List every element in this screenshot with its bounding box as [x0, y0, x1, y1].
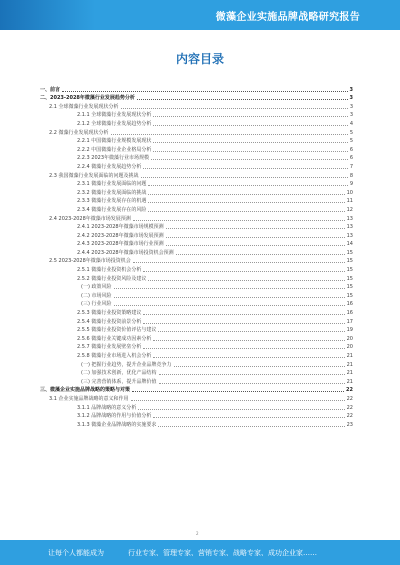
toc-entry-page: 3: [349, 95, 353, 102]
toc-entry-title: 2.2.3 2023年微藻行业市场规模: [77, 155, 150, 162]
toc-entry[interactable]: [40, 376, 353, 385]
toc-entry[interactable]: [40, 84, 353, 93]
toc-entry-page: 6: [349, 155, 353, 162]
toc-entry-page: 6: [349, 146, 353, 153]
toc-entry[interactable]: [40, 282, 353, 291]
toc-dot-leader: [138, 409, 344, 410]
toc-dot-leader: [151, 159, 348, 160]
toc-entry-title: 2.4.2 2023-2028年微藻市场发展预测: [77, 232, 164, 239]
toc-entry-page: 21: [346, 370, 353, 377]
toc-entry-page: 5: [349, 138, 353, 145]
toc-entry-page: 21: [346, 361, 353, 368]
toc-entry-title: 2.5.3 微藻行业投资策略建议: [77, 310, 142, 317]
toc-entry-title: 2.1 全球微藻行业发展现状分析: [49, 103, 119, 110]
toc-entry[interactable]: [40, 411, 353, 420]
toc-entry[interactable]: [40, 179, 353, 188]
toc-entry-title: (三) 完善营销体系，提升品牌价值: [81, 378, 157, 385]
toc-dot-leader: [174, 366, 345, 367]
toc-entry-title: 2.1.2 全球微藻行业发展趋势分析: [77, 120, 152, 127]
page-footer: [0, 540, 400, 565]
toc-dot-leader: [143, 323, 344, 324]
toc-entry-title: 一、前言: [40, 86, 61, 93]
toc-heading: 内容目录: [175, 52, 224, 66]
toc-entry-page: 19: [346, 327, 353, 334]
toc-dot-leader: [148, 202, 344, 203]
toc-entry[interactable]: [40, 101, 353, 110]
toc-entry[interactable]: [40, 136, 353, 145]
toc-dot-leader: [143, 314, 344, 315]
toc-entry[interactable]: [40, 187, 353, 196]
toc-entry-title: 2.3.2 微藻行业发展面临的挑战: [77, 189, 147, 196]
toc-entry-page: 21: [346, 378, 353, 385]
toc-dot-leader: [166, 228, 345, 229]
toc-entry[interactable]: [40, 393, 353, 402]
toc-entry-title: 3.1.2 品牌战略的作用与价值分析: [77, 413, 152, 420]
toc-entry[interactable]: [40, 213, 353, 222]
toc-entry[interactable]: [40, 239, 353, 248]
toc-entry-title: 2.5.2 微藻行业投资风险及建议: [77, 275, 147, 282]
toc-entry[interactable]: [40, 385, 353, 394]
toc-entry[interactable]: [40, 419, 353, 428]
toc-entry[interactable]: [40, 204, 353, 213]
toc-dot-leader: [153, 151, 347, 152]
toc-entry[interactable]: [40, 170, 353, 179]
toc-entry-title: 2.5.1 微藻行业投资机会分析: [77, 267, 142, 274]
toc-entry-page: 7: [349, 163, 353, 170]
toc-entry[interactable]: [40, 127, 353, 136]
toc-dot-leader: [158, 331, 344, 332]
toc-entry-page: 21: [346, 353, 353, 359]
toc-dot-leader: [141, 177, 348, 178]
toc-entry[interactable]: [40, 316, 353, 325]
toc-entry[interactable]: [40, 333, 353, 342]
toc-entry[interactable]: [40, 196, 353, 205]
toc-entry-page: 3: [349, 112, 353, 119]
toc-entry-page: 13: [346, 224, 353, 231]
toc-entry-page: 11: [346, 198, 353, 205]
toc-entry-title: 2.5.4 微藻行业投资前景分析: [77, 318, 142, 325]
toc-entry-page: 22: [346, 387, 353, 394]
toc-entry-page: 15: [346, 258, 353, 265]
toc-entry[interactable]: [40, 325, 353, 334]
toc-entry-title: 2.5 2023-2028年微藻市场投资机会: [49, 258, 131, 265]
toc-entry[interactable]: [40, 110, 353, 119]
header-decoration: [0, 0, 95, 30]
toc-dot-leader: [176, 254, 345, 255]
toc-entry[interactable]: [40, 402, 353, 411]
toc-entry-title: 3.1.3 微藻企业品牌战略的实施要求: [77, 421, 157, 428]
toc-entry-title: 三、微藻企业实施品牌战略的策略与对策: [40, 387, 131, 394]
toc-entry-title: 2.5.7 微藻行业发展壁垒分析: [77, 344, 142, 351]
toc-dot-leader: [111, 134, 348, 135]
toc-entry[interactable]: [40, 299, 353, 308]
toc-entry-page: 22: [346, 413, 353, 420]
toc-dot-leader: [133, 220, 345, 221]
toc-entry-title: 2.1.1 全球微藻行业发展现状分析: [77, 112, 152, 119]
toc-entry-page: 13: [346, 215, 353, 222]
toc-dot-leader: [132, 391, 344, 392]
toc-entry[interactable]: [40, 307, 353, 316]
toc-entry-page: 8: [349, 172, 353, 179]
toc-entry[interactable]: [40, 359, 353, 368]
toc-entry-title: 3.1 企业实施品牌战略的意义和作用: [49, 395, 129, 402]
toc-dot-leader: [121, 108, 348, 109]
toc-entry-page: 17: [346, 318, 353, 325]
toc-dot-leader: [133, 262, 345, 263]
toc-entry-page: 16: [346, 310, 353, 317]
toc-dot-leader: [114, 288, 345, 289]
toc-entry-page: 10: [346, 189, 353, 196]
toc-dot-leader: [114, 305, 345, 306]
toc-dot-leader: [62, 91, 348, 92]
toc-entry-page: 22: [346, 395, 353, 402]
toc-entry-page: 23: [346, 421, 353, 428]
toc-entry-title: 2.3.3 微藻行业发展存在的机遇: [77, 198, 147, 205]
toc-entry-title: 2.2 微藻行业发展现状分析: [49, 129, 109, 136]
toc-entry[interactable]: [40, 247, 353, 256]
toc-entry[interactable]: [40, 222, 353, 231]
page-number: 2: [196, 531, 199, 536]
toc-entry-title: 2.3.4 微藻行业发展存在的风险: [77, 206, 147, 213]
toc-entry-title: (一) 政策风险: [81, 284, 112, 291]
toc-entry-page: 16: [346, 301, 353, 308]
toc-dot-leader: [131, 400, 345, 401]
toc-dot-leader: [143, 168, 347, 169]
toc-entry-title: 2.4.4 2023-2028年微藻市场投资机会预测: [77, 249, 174, 256]
toc-dot-leader: [153, 116, 347, 117]
toc-dot-leader: [143, 271, 344, 272]
toc-entry-page: 20: [346, 335, 353, 342]
toc-dot-leader: [166, 237, 345, 238]
toc-entry-page: 22: [346, 404, 353, 411]
toc-entry[interactable]: [40, 350, 353, 359]
toc-entry-page: 3: [349, 103, 353, 110]
toc-dot-leader: [148, 194, 344, 195]
toc-entry-page: 15: [346, 267, 353, 274]
toc-dot-leader: [158, 426, 344, 427]
toc-dot-leader: [148, 211, 344, 212]
toc-entry[interactable]: [40, 256, 353, 265]
toc-entry-page: 5: [349, 129, 353, 136]
toc-dot-leader: [153, 125, 347, 126]
toc-entry-title: (三) 行业风险: [81, 301, 112, 308]
toc-entry-title: 2.4 2023-2028年微藻市场发展预测: [49, 215, 131, 222]
page-header: [0, 0, 400, 30]
toc-entry-page: 20: [346, 344, 353, 351]
toc-dot-leader: [137, 99, 348, 100]
toc-entry[interactable]: [40, 230, 353, 239]
toc-entry[interactable]: [40, 273, 353, 282]
toc-entry-page: 14: [346, 241, 353, 248]
toc-entry-page: 4: [349, 120, 353, 127]
toc-entry-page: 15: [346, 249, 353, 256]
toc-entry[interactable]: [40, 93, 353, 102]
toc-dot-leader: [153, 142, 347, 143]
toc-entry-title: (二) 市场风险: [81, 292, 112, 299]
footer-slogan-left: 让每个人都能成为: [48, 549, 104, 557]
toc-entry-page: 9: [349, 181, 353, 188]
toc-dot-leader: [153, 340, 344, 341]
toc-dot-leader: [148, 185, 347, 186]
toc-entry-page: 15: [346, 292, 353, 299]
toc-entry-title: 2.3.1 微藻行业发展面临的问题: [77, 181, 147, 188]
toc-entry-page: 3: [349, 86, 353, 93]
toc-entry-title: 2.2.4 微藻行业发展趋势分析: [77, 163, 142, 170]
toc-dot-leader: [153, 357, 344, 358]
toc-entry-title: 2.3 我国微藻行业发展面临的问题及挑战: [49, 172, 139, 179]
toc-entry-title: (一) 把握行业趋势，提升企业品牌竞争力: [81, 361, 172, 368]
toc-entry-title: 2.2.1 中国微藻行业规模发展现状: [77, 138, 152, 145]
toc-dot-leader: [148, 280, 344, 281]
toc-entry-page: 15: [346, 275, 353, 282]
toc-entry-title: 2.5.8 微藻行业市场进入机会分析: [77, 353, 152, 359]
toc-entry-title: 2.2.2 中国微藻行业企业格局分析: [77, 146, 152, 153]
toc-entry-title: 3.1.1 品牌战略的意义分析: [77, 404, 137, 411]
toc-dot-leader: [143, 348, 344, 349]
toc-entry-title: 二、2023-2028年微藻行业发展趋势分析: [40, 95, 135, 102]
table-of-contents: [40, 84, 353, 428]
toc-entry-page: 15: [346, 284, 353, 291]
toc-entry[interactable]: [40, 118, 353, 127]
toc-entry-title: 2.5.6 微藻行业关键成功因素分析: [77, 335, 152, 342]
toc-dot-leader: [153, 417, 344, 418]
toc-entry[interactable]: [40, 290, 353, 299]
toc-entry-page: 13: [346, 232, 353, 239]
toc-entry[interactable]: [40, 144, 353, 153]
toc-entry[interactable]: [40, 264, 353, 273]
toc-entry-title: (二) 加强技术创新，优化产品结构: [81, 370, 157, 377]
toc-entry-title: 2.4.1 2023-2028年微藻市场规模预测: [77, 224, 164, 231]
document-title: 微藻企业实施品牌战略研究报告: [215, 12, 360, 23]
toc-entry[interactable]: [40, 161, 353, 170]
toc-entry[interactable]: [40, 368, 353, 377]
toc-dot-leader: [114, 297, 345, 298]
toc-entry-title: 2.5.5 微藻行业投资价值评估与建议: [77, 327, 157, 334]
toc-dot-leader: [159, 383, 345, 384]
toc-dot-leader: [159, 374, 345, 375]
toc-entry[interactable]: [40, 342, 353, 351]
toc-dot-leader: [166, 245, 345, 246]
footer-slogan-right: 行业专家、管理专家、营销专家、战略专家、成功企业家……: [128, 549, 317, 557]
toc-entry[interactable]: [40, 153, 353, 162]
toc-entry-title: 2.4.3 2023-2028年微藻市场行业预测: [77, 241, 164, 248]
toc-entry-page: 12: [346, 206, 353, 213]
